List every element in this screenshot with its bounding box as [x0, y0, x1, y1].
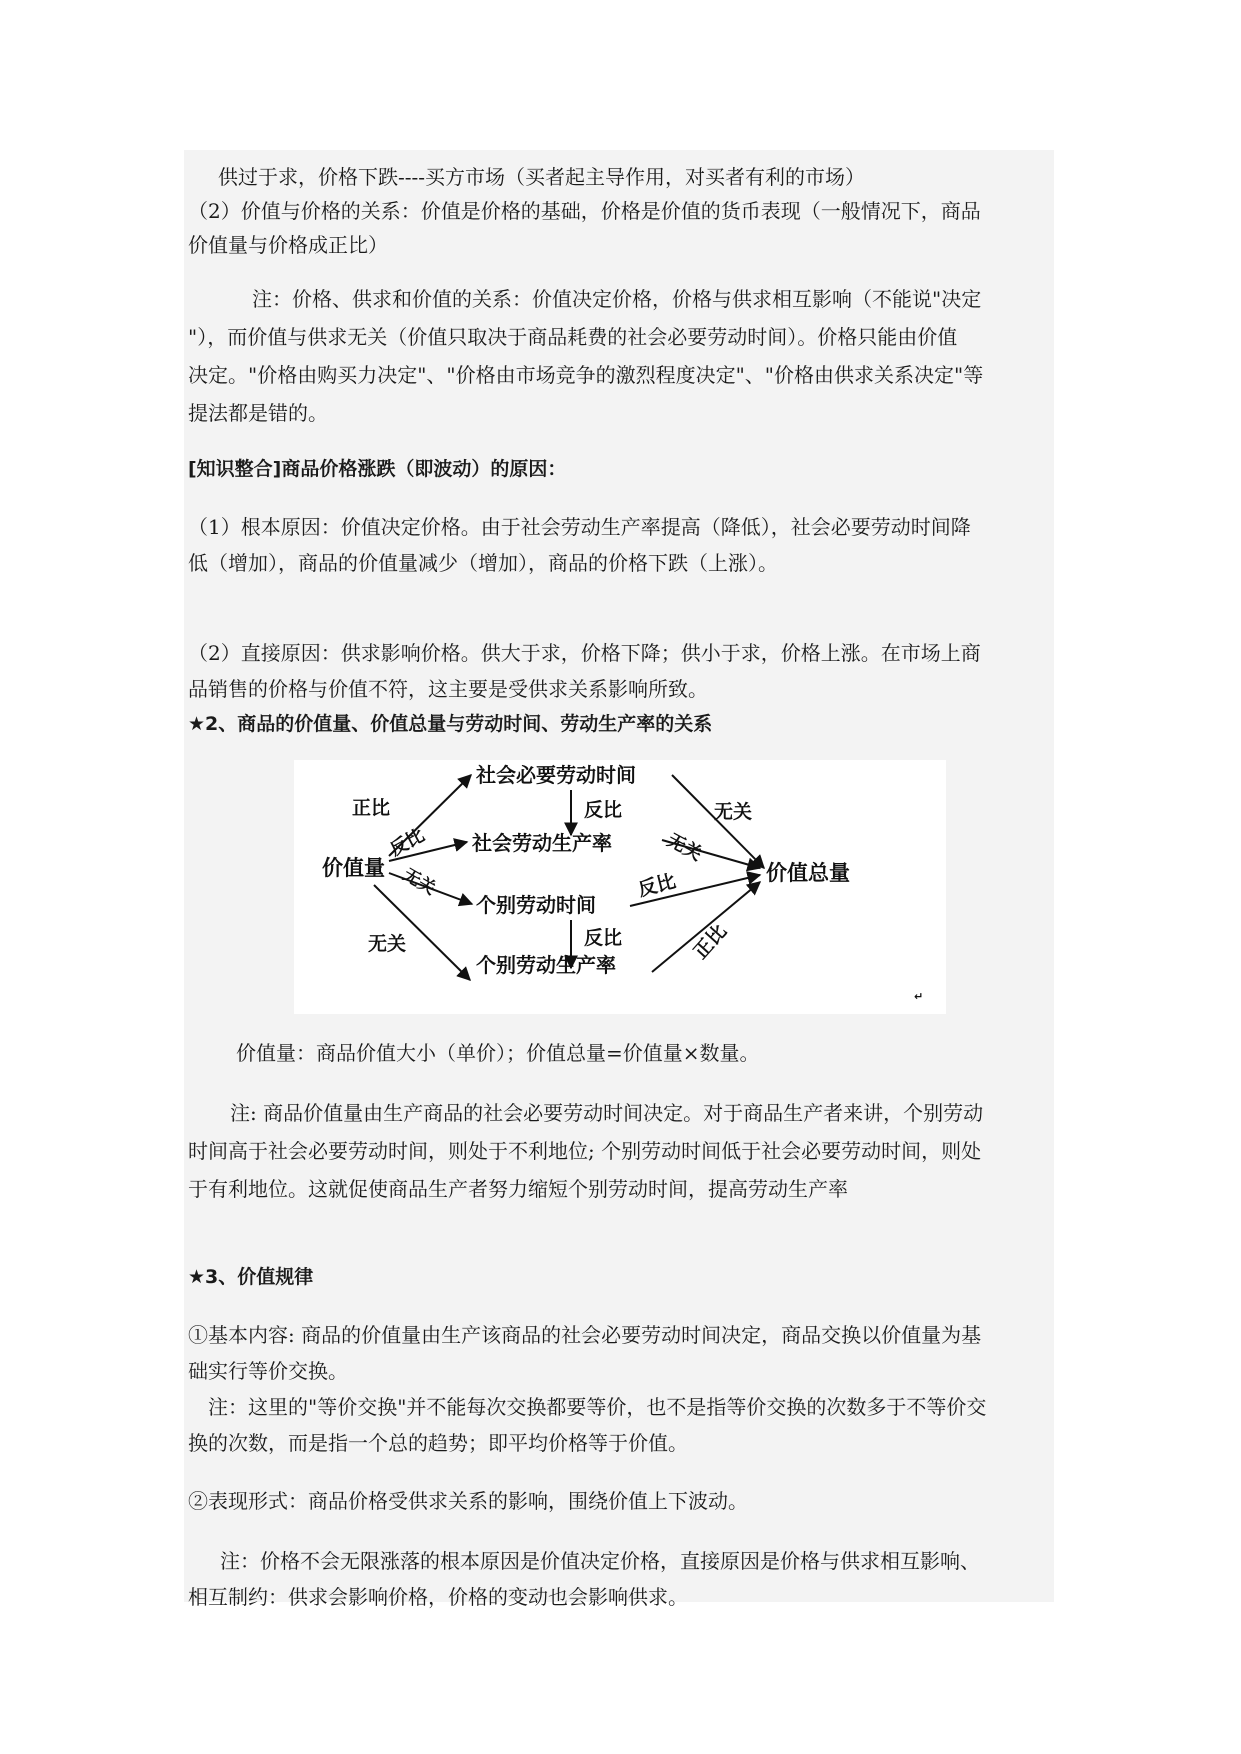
text-line: 注：价格、供求和价值的关系：价值决定价格，价格与供求相互影响（不能说"决定 — [252, 287, 982, 311]
text-line: 提法都是错的。 — [188, 401, 328, 425]
edge-label: 无关 — [663, 829, 706, 866]
text-line: 换的次数，而是指一个总的趋势；即平均价格等于价值。 — [188, 1431, 688, 1455]
text-line: ②表现形式：商品价格受供求关系的影响，围绕价值上下波动。 — [188, 1489, 748, 1513]
section-heading: [知识整合]商品价格涨跌（即波动）的原因： — [188, 458, 567, 480]
text-line: 于有利地位。这就促使商品生产者努力缩短个别劳动时间，提高劳动生产率 — [188, 1177, 848, 1201]
node-value-amount: 价值量 — [322, 856, 385, 880]
text-line: 低（增加），商品的价值量减少（增加），商品的价格下跌（上涨）。 — [188, 551, 778, 575]
text-line: 价值量：商品价值大小（单价）；价值总量=价值量×数量。 — [236, 1041, 760, 1065]
node-individual-time: 个别劳动时间 — [476, 893, 596, 917]
value-relationship-diagram — [294, 760, 946, 1014]
text-line: 相互制约：供求会影响价格，价格的变动也会影响供求。 — [188, 1585, 688, 1609]
text-line: ①基本内容: 商品的价值量由生产该商品的社会必要劳动时间决定，商品交换以价值量为基 — [188, 1323, 982, 1347]
edge-label: 无关 — [399, 865, 439, 900]
text-line: （2）价值与价格的关系：价值是价格的基础，价格是价值的货币表现（一般情况下，商品 — [188, 199, 981, 223]
node-individual-productivity: 个别劳动生产率 — [476, 953, 616, 977]
text-line: 注：价格不会无限涨落的根本原因是价值决定价格，直接原因是价格与供求相互影响、 — [220, 1549, 980, 1573]
text-line: "），而价值与供求无关（价值只取决于商品耗费的社会必要劳动时间）。价格只能由价值 — [188, 325, 958, 349]
node-social-productivity: 社会劳动生产率 — [472, 831, 612, 855]
node-social-necessary-time: 社会必要劳动时间 — [476, 763, 636, 787]
text-line: 供过于求，价格下跌----买方市场（买者起主导作用，对买者有利的市场） — [218, 165, 866, 189]
edge-label: 反比 — [584, 927, 623, 949]
edge-label: 反比 — [635, 870, 679, 901]
text-line: 决定。"价格由购买力决定"、"价格由市场竞争的激烈程度决定"、"价格由供求关系决定"等 — [188, 363, 984, 387]
section-heading: ★3、价值规律 — [188, 1266, 314, 1288]
diagram-svg — [294, 760, 946, 1014]
edge-label: 无关 — [368, 933, 407, 955]
text-line: 注：这里的"等价交换"并不能每次交换都要等价，也不是指等价交换的次数多于不等价交 — [208, 1395, 987, 1419]
text-line: 注: 商品价值量由生产商品的社会必要劳动时间决定。对于商品生产者来讲，个别劳动 — [230, 1101, 984, 1125]
edge-label: 正比 — [689, 920, 732, 964]
section-heading: ★2、商品的价值量、价值总量与劳动时间、劳动生产率的关系 — [188, 713, 713, 735]
node-total-value: 价值总量 — [766, 861, 850, 885]
edge-label: 无关 — [714, 801, 753, 823]
edge-label: 反比 — [584, 799, 623, 821]
text-line: 价值量与价格成正比） — [188, 233, 388, 257]
return-mark: ↵ — [914, 990, 924, 1003]
text-line: 础实行等价交换。 — [188, 1359, 348, 1383]
edge-label: 反比 — [386, 824, 429, 861]
text-line: （2）直接原因：供求影响价格。供大于求，价格下降；供小于求，价格上涨。在市场上商 — [188, 641, 981, 665]
edge-label: 正比 — [352, 797, 391, 819]
text-line: 时间高于社会必要劳动时间，则处于不利地位; 个别劳动时间低于社会必要劳动时间，则处 — [188, 1139, 982, 1163]
text-line: （1）根本原因：价值决定价格。由于社会劳动生产率提高（降低），社会必要劳动时间降 — [188, 515, 971, 539]
text-line: 品销售的价格与价值不符，这主要是受供求关系影响所致。 — [188, 677, 708, 701]
